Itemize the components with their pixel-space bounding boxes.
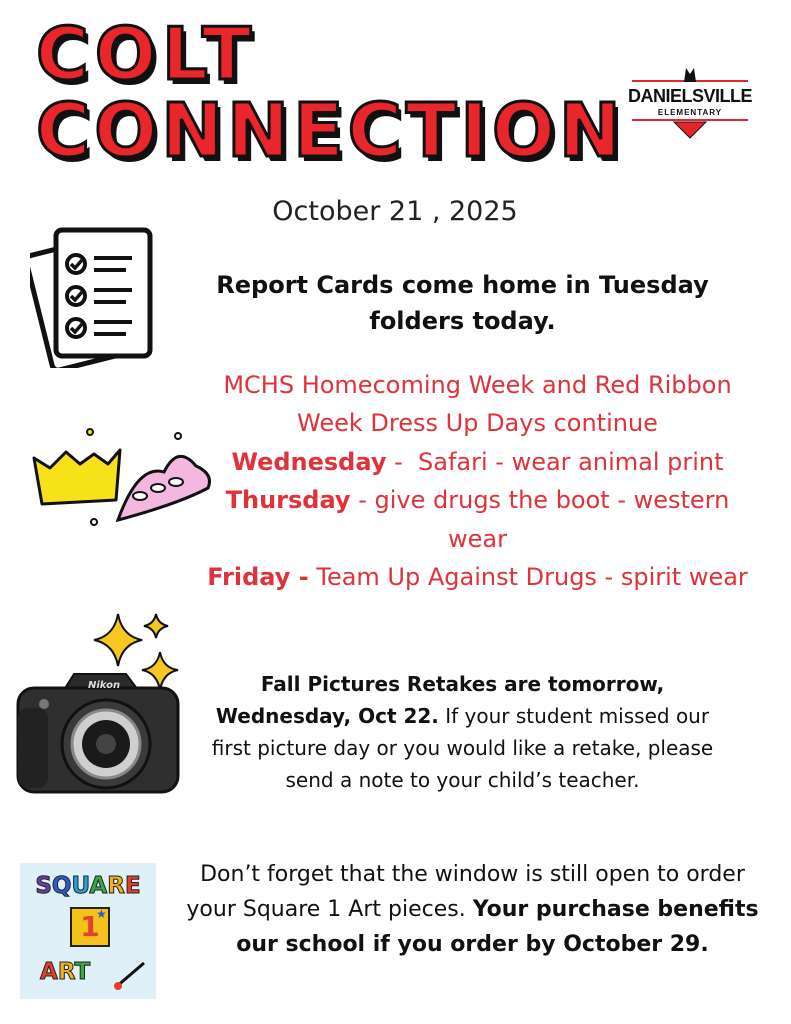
logo-school-subtitle: ELEMENTARY [657,108,723,117]
picture-retakes-text: If your student missed our first picture day or you would like a retake, please send a note to your child’s teacher. [211,704,714,792]
dress-up-day-row [200,481,755,558]
dress-up-intro: MCHS Homecoming Week and Red Ribbon Week Dress Up Days continue [223,371,732,438]
star-icon: ★ [96,907,107,921]
checklist-icon [30,218,160,368]
square1-bold: Your purchase benefits our school if you order by October 29. [236,896,759,957]
day-separator: - [386,447,419,476]
newsletter-title-line1: COLT [36,12,258,96]
badge-letter: A [40,959,58,985]
square1-badge-number: 1 [80,910,100,943]
crown-icon [28,424,218,534]
square1-text: Don’t forget that the window is still open to order your Square 1 Art pieces. [186,862,745,922]
day-name: Wednesday [231,447,387,476]
day-separator: - [350,486,375,515]
day-name: Friday - [207,562,309,591]
badge-letter: U [71,873,90,899]
day-name: Thursday [225,486,351,515]
square1-art-logo [20,863,156,999]
newsletter-date: October 21 , 2025 [272,196,518,227]
badge-letter: S [35,873,52,899]
dress-up-day-row [200,443,755,481]
dress-up-days [200,366,755,596]
badge-letter: Q [51,873,72,899]
badge-letter: T [74,959,91,985]
logo-school-name: DANIELSVILLE [628,86,753,106]
camera-brand: Nikon [88,680,121,691]
badge-letter: R [107,873,125,899]
school-logo [628,66,752,156]
day-theme: give drugs the boot - western wear [374,486,730,553]
paintbrush-icon [112,959,148,991]
badge-letter: A [89,873,108,899]
dress-up-day-row [200,558,755,596]
square1-art-notice [180,858,765,962]
picture-retakes-bold: Fall Pictures Retakes are tomorrow, Wednesday, Oct 22. [215,672,665,728]
picture-retakes-notice [195,668,730,796]
square1-badge-top [20,873,156,899]
day-theme: Safari - wear animal print [418,447,724,476]
camera-icon [14,668,184,798]
report-cards-notice: Report Cards come home in Tuesday folders today. [216,271,709,335]
square1-badge-box [70,907,110,947]
square1-badge-bottom [40,959,90,985]
badge-letter: R [57,959,75,985]
badge-letter: E [124,873,141,899]
newsletter-title-line2: CONNECTION [36,88,625,174]
day-theme: Team Up Against Drugs - spirit wear [316,562,748,591]
